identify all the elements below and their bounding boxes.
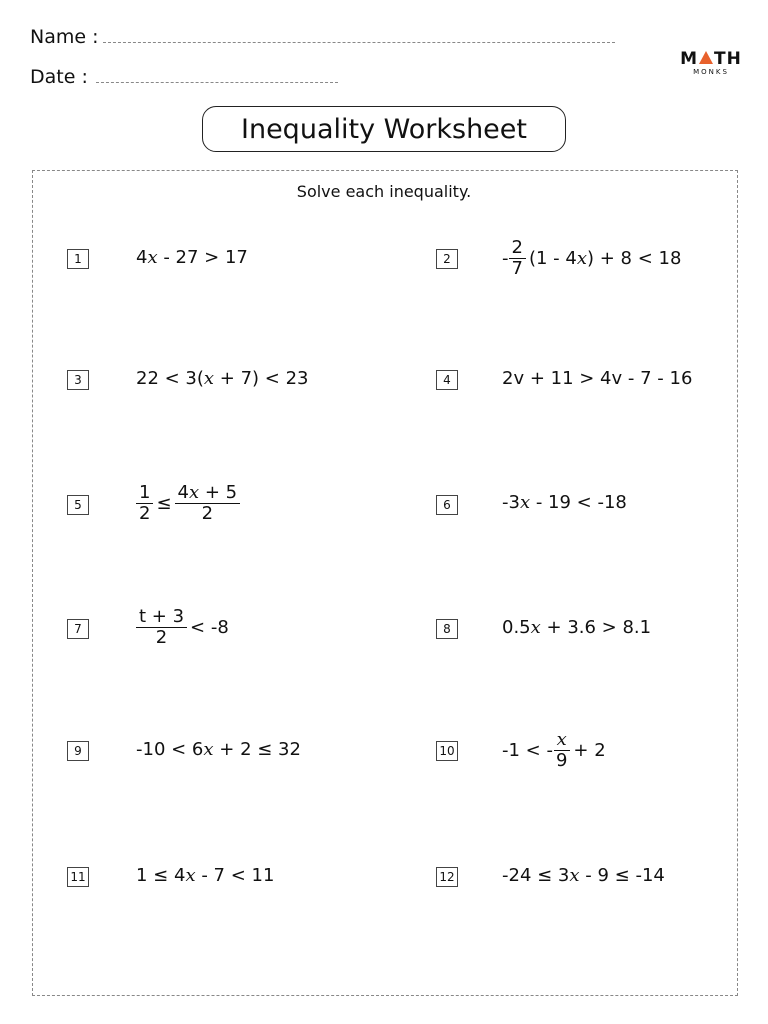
problem-8	[502, 617, 651, 638]
problem-10	[502, 730, 606, 771]
problem-12	[502, 865, 665, 886]
variable: x	[185, 865, 196, 886]
operator: ≤	[156, 492, 172, 514]
expr-part: ) + 8 < 18	[586, 247, 682, 269]
problem-6	[502, 492, 627, 513]
fraction	[175, 483, 241, 524]
expr-part: 1 ≤ 4	[136, 865, 186, 886]
problem-11	[136, 865, 274, 886]
variable: x	[569, 865, 580, 886]
name-line[interactable]	[103, 42, 615, 43]
expr-part: 2v + 11 > 4v - 7 - 16	[502, 368, 693, 389]
problem-number: 10	[436, 741, 458, 761]
variable: x	[203, 739, 214, 760]
expr-part: + 2	[573, 739, 606, 761]
problem-number: 11	[67, 867, 89, 887]
variable: x	[576, 247, 587, 269]
numerator: 2	[509, 238, 526, 259]
denominator: 9	[555, 749, 568, 771]
variable: x	[519, 492, 531, 513]
fraction	[136, 483, 153, 524]
math-monks-logo	[680, 50, 742, 76]
denominator: 7	[511, 257, 523, 279]
expr-part: + 3.6 > 8.1	[540, 617, 652, 638]
denominator: 2	[155, 626, 168, 648]
title-text: Inequality Worksheet	[241, 113, 527, 145]
logo-text-right: TH	[714, 49, 742, 69]
variable: x	[147, 247, 158, 268]
problem-5	[136, 483, 243, 524]
variable: x	[203, 368, 215, 389]
problem-number: 8	[436, 619, 458, 639]
expr-part: - 9 ≤ -14	[579, 865, 665, 886]
instruction-text: Solve each inequality.	[296, 182, 472, 201]
expr-part: + 2 ≤ 32	[213, 739, 301, 760]
fraction	[509, 238, 526, 279]
numerator: t + 3	[136, 607, 187, 628]
date-line[interactable]	[96, 82, 338, 83]
triangle-icon	[699, 51, 713, 64]
expr-part: -24 ≤ 3	[502, 865, 570, 886]
expr-part: -	[502, 247, 509, 269]
problem-9	[136, 739, 301, 760]
problem-4	[502, 368, 692, 389]
expr-part: 0.5	[502, 617, 531, 638]
numerator: x	[554, 730, 570, 751]
expr-part: + 7) < 23	[214, 368, 309, 389]
expr-part: < -8	[190, 616, 229, 638]
expr-part: 4	[177, 482, 189, 503]
fraction	[553, 730, 570, 771]
expr-part: -10 < 6	[136, 739, 204, 760]
problem-3	[136, 368, 309, 389]
denominator: 2	[139, 502, 151, 524]
expr-part: - 19 < -18	[530, 492, 627, 513]
variable: x	[189, 482, 200, 503]
numerator	[175, 483, 241, 504]
variable: x	[530, 617, 541, 638]
date-label: Date :	[30, 66, 88, 88]
expr-part: (1 - 4	[528, 247, 577, 269]
problem-number: 9	[67, 741, 89, 761]
problem-number: 3	[67, 370, 89, 390]
expr-part: 4	[136, 247, 148, 268]
problem-number: 2	[436, 249, 458, 269]
expr-part: 22 < 3(	[136, 368, 204, 389]
logo-subtext: MONKS	[693, 68, 729, 76]
problem-1	[136, 247, 248, 268]
problem-7	[136, 607, 229, 648]
fraction	[136, 607, 187, 648]
denominator: 2	[201, 502, 214, 524]
name-label: Name :	[30, 26, 99, 48]
logo-text-left: M	[680, 49, 699, 69]
expr-part: -1 < -	[502, 739, 553, 761]
problem-number: 1	[67, 249, 89, 269]
problem-number: 6	[436, 495, 458, 515]
expr-part: - 7 < 11	[195, 865, 275, 886]
expr-part: + 5	[199, 482, 238, 503]
expr-part: -3	[502, 492, 520, 513]
problem-2	[502, 238, 681, 279]
numerator: 1	[136, 483, 153, 504]
problem-number: 5	[67, 495, 89, 515]
worksheet-title	[202, 106, 566, 152]
problem-number: 12	[436, 867, 458, 887]
problem-number: 4	[436, 370, 458, 390]
problem-number: 7	[67, 619, 89, 639]
expr-part: - 27 > 17	[157, 247, 248, 268]
